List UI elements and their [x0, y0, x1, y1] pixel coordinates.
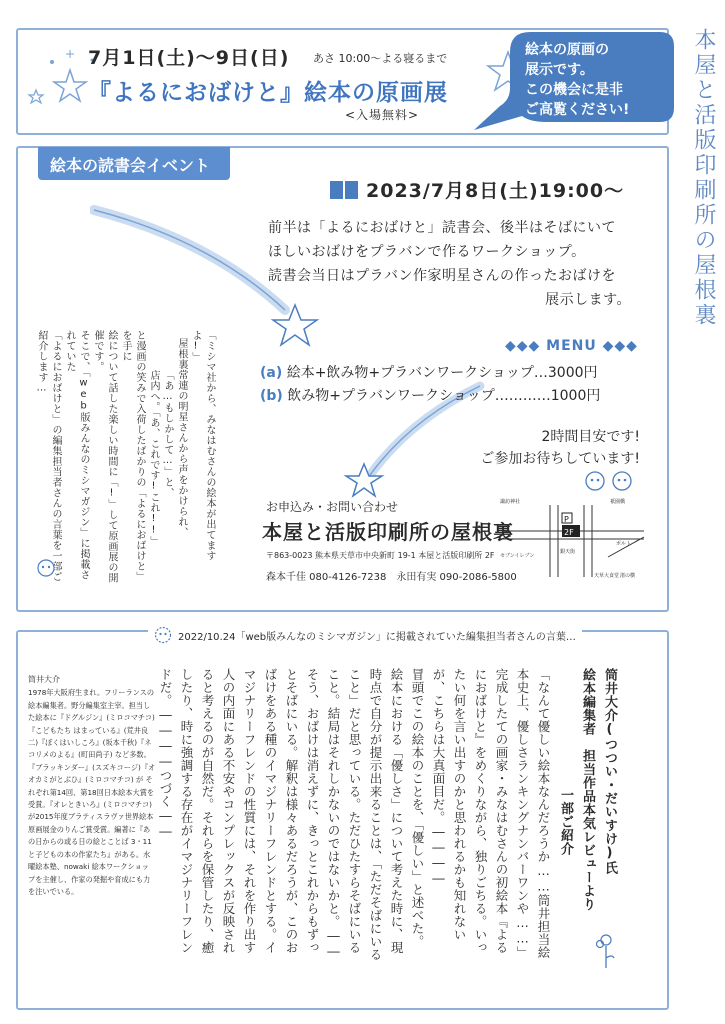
review-line: とそばにいる。解釈は様々あるだろうが、このお: [284, 668, 299, 954]
menu-item: [260, 362, 640, 385]
review-line: こと」だと思っている。ただひたすらそばにいる: [347, 668, 362, 954]
description-line: 展示します。: [545, 292, 631, 308]
bubble-line: この機会に是非: [525, 82, 623, 98]
bottom-section-header: [148, 626, 582, 644]
map-label: 銀天街: [560, 549, 576, 555]
shop-name: 本屋と活版印刷所の屋根裏: [262, 520, 514, 544]
quote-column: [34, 330, 216, 585]
review-line: こと。結局はそれしかないのではないかと。――: [326, 668, 341, 959]
ghost-faces-icon: [584, 470, 638, 492]
description-line: 前半は「よるにおばけと」読書会、後半はそばにいて: [268, 220, 616, 236]
description-line: 読書会当日はプラバン作家明星さんの作ったおばけを: [268, 268, 616, 284]
ghost-face-icon: [36, 558, 56, 578]
map-label: ポルト: [616, 541, 632, 547]
quote-line: 「ミシマ社から、みなはむさんの絵本が出てますよ!」: [190, 330, 215, 561]
shop-address: 〒863-0023 熊本県天草市中央新町 19-1 本屋と活版印刷所 2F: [266, 551, 495, 560]
map-label: 渚の横: [620, 573, 636, 579]
review-line: 「なんて優しい絵本なんだろうか……筒井担当絵: [536, 668, 551, 959]
review-body: [158, 668, 554, 980]
map-label: 祇園橋: [610, 499, 626, 505]
menu-mark: (b): [260, 388, 283, 404]
bubble-line: ご高覧ください!: [525, 102, 630, 118]
map-label: セブンイレブン: [500, 553, 535, 559]
review-line: 完成したての画家・みなはむさんの初絵本『よる: [494, 668, 509, 954]
review-header-line: 一部ご紹介: [558, 788, 573, 856]
admission-note: <入場無料>: [345, 108, 420, 122]
bubble-line: 絵本の原画の: [525, 42, 609, 58]
review-line: 本史上、優しさランキングナンバーワンや……」: [515, 668, 530, 959]
menu-item: [260, 385, 640, 408]
review-line: マジナリーフレンドの性質には、それを作り出す: [242, 668, 257, 954]
shop-phones: 森本千佳 080-4126-7238 永田有実 090-2086-5800: [266, 572, 517, 583]
exhibit-title: 『よるにおばけと』絵本の原画展: [88, 80, 448, 106]
review-header-line: 絵本編集者 担当作品本気レビューより: [580, 668, 595, 911]
event-date-text: 2023/7月8日(土)19:00〜: [366, 180, 625, 202]
review-line: が、こちらは大真面目だ。――――: [431, 668, 446, 886]
bio-name: 筒井大介: [28, 675, 60, 684]
review-line: たい何を言い出すのかと思われるかも知れない: [452, 668, 467, 941]
editor-bio: [28, 674, 156, 898]
map-label-p: P: [564, 515, 569, 524]
review-line: 冒頭でこの絵本のことを、「優しい」と述べた。: [410, 668, 425, 948]
quote-line: 店内へ。「あ、これです!これ!!」: [148, 370, 159, 547]
contact-label: お申込み・お問い合わせ: [266, 500, 399, 514]
menu-text: 絵本+飲み物+プラバンワークショップ…3000円: [286, 365, 598, 381]
quote-line: そこで、「web版みんなのミシマガジン」に掲載されていた: [64, 330, 89, 580]
ghost-face-icon: [154, 626, 172, 644]
bubble-text: [525, 40, 675, 120]
quote-line: 「よるにおばけと」の編集担当者さんの言葉を一部ご紹介します…: [36, 330, 61, 582]
quote-line: 「あ…もしかして…」と、: [162, 370, 173, 498]
review-line: そう、おばけは消えずに、きっとこれからもずっ: [305, 668, 320, 954]
bubble-line: 展示です。: [525, 62, 594, 78]
description-line: ほしいおばけをプラバンで作るワークショップ。: [268, 244, 586, 260]
exhibit-date-range: 7月1日(土)〜9日(日): [88, 47, 290, 69]
quote-line: 絵について話した楽しい時間に「!」して原画展の開催です。: [92, 330, 117, 583]
exhibit-hours: あさ 10:00〜よる寝るまで: [313, 52, 448, 65]
closing-message: [450, 426, 640, 470]
side-shop-title: 本屋と活版印刷所の屋根裏: [691, 28, 716, 328]
menu-list: [260, 362, 640, 408]
menu-text: 飲み物+プラバンワークショップ…………1000円: [287, 388, 601, 404]
map-label-2f: 2F: [564, 528, 574, 537]
bottom-header-text: 2022/10.24「web版みんなのミシマガジン」に掲載されていた編集担当者さんの言葉…: [178, 631, 576, 643]
review-line: 絵本における「優しさ」について考えた時に、現: [389, 668, 404, 954]
event-date: [330, 176, 624, 203]
map-label: 天草大食堂: [594, 573, 620, 579]
review-line: 時点で自分が提示出来ることは、「ただそばにいる: [368, 668, 383, 961]
book-icon: [330, 181, 358, 199]
event-description: [268, 216, 643, 312]
closing-line: 2時間目安です!: [541, 429, 640, 445]
map-label: 諏訪神社: [500, 499, 521, 505]
bio-text: 1978年大阪府生まれ。フリーランスの絵本編集者。野分編集室主宰。担当した絵本に『ドグルジン』(ミロコマチコ)『こどもたち はまっている』(荒井良二)『ぼくはいしころ』(坂本千秋)『ネコリメのよる』(町田尚子) など多数。『ブラッキンダー』(スズキコージ)『オオカミがとぶひ』(ミロコマチコ) が それぞれ第14回、第18回日本絵本大賞を受賞。『オレときいろ』(ミロコマチコ) が2015年度ブラティスラヴァ世界絵本原画展金のりんご賞受賞。編著に『あの日からの或る日の絵とことば 3・11と子どもの本の作家たち』がある。水曜絵本塾、nowaki 絵本ワークショップを主催し、作家の発掘や育成にも力を注いでいる。: [28, 688, 156, 896]
review-line: 人の内面にある不安やコンプレックスが反映され: [221, 668, 236, 954]
review-line: におばけと』をめくりながら、独りごちる。いっ: [473, 668, 488, 954]
review-line: ドだ。――――つづく――: [158, 668, 173, 839]
access-map: [498, 497, 646, 579]
event-label: 絵本の読書会イベント: [38, 147, 230, 180]
review-line: ばけをある種のイマジナリーフレンドとする。イ: [263, 668, 278, 954]
review-line: したり、時に強調する存在がイマジナリーフレン: [179, 668, 194, 954]
quote-line: と漫画の笑みで入荷したばかりの「よるにおばけと」を手に: [120, 330, 145, 582]
quote-line: 屋根裏常連の明星さんから声をかけられ、: [176, 338, 187, 538]
review-line: ると考えるのが自然だ。それらを保管したり、癒: [200, 668, 215, 954]
review-header: [556, 668, 618, 928]
menu-title: ◆◆◆ MENU ◆◆◆: [505, 338, 638, 354]
menu-mark: (a): [260, 365, 283, 381]
review-header-line: 筒井大介(つつい・だいすけ)氏: [602, 668, 617, 875]
flower-icon: [594, 930, 618, 970]
closing-line: ご参加お待ちしています!: [480, 451, 640, 467]
